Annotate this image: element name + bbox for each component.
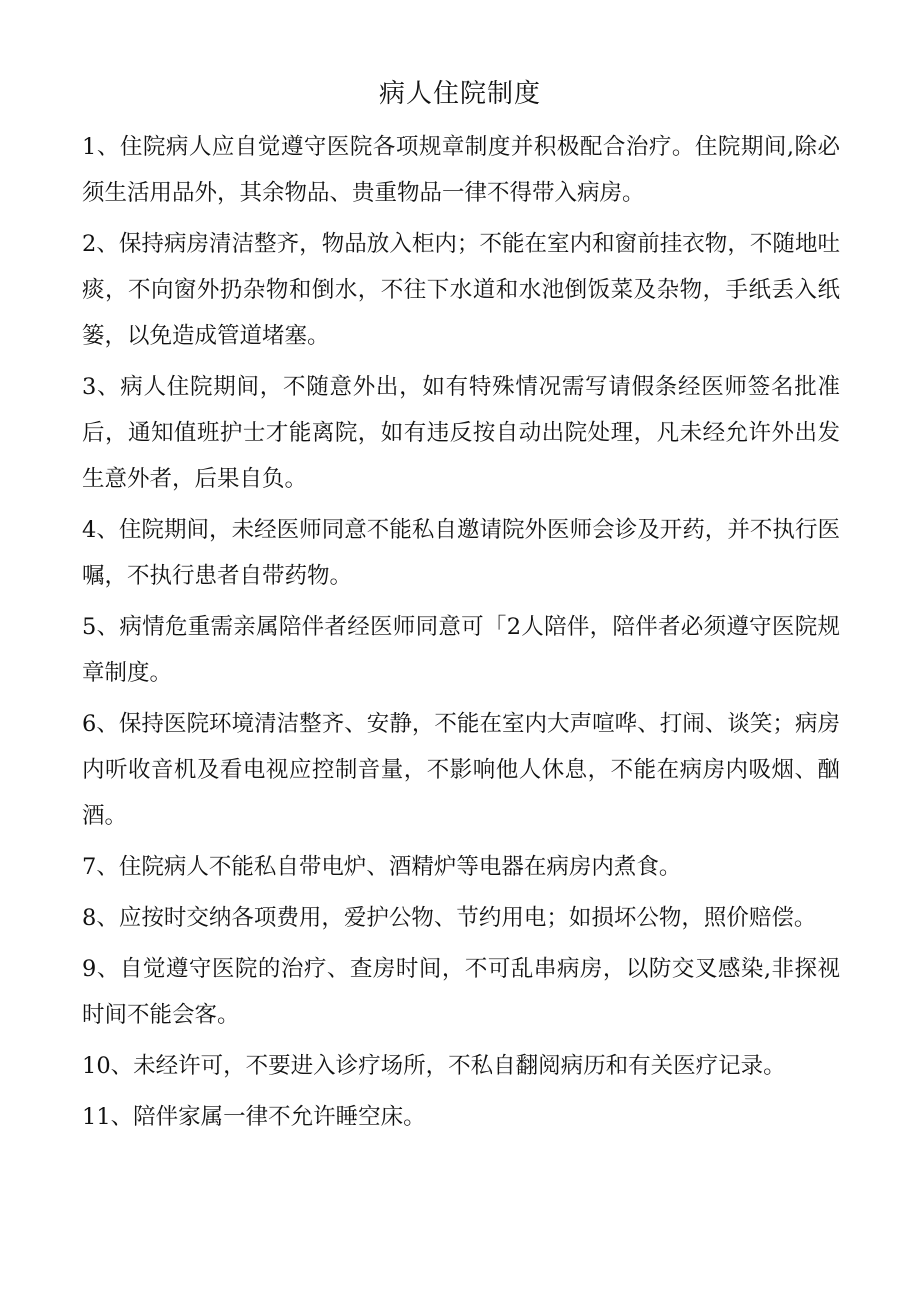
document-title: 病人住院制度: [378, 79, 541, 109]
rule-item: 8、应按时交纳各项费用，爱护公物、节约用电；如损坏公物，照价赔偿。: [82, 905, 817, 931]
rule-item: 7、住院病人不能私自带电炉、酒精炉等电器在病房内煮食。: [82, 854, 682, 880]
rule-item: 5、病情危重需亲属陪伴者经医师同意可「2人陪伴，陪伴者必须遵守医院规章制度。: [82, 614, 840, 686]
rule-item: 6、保持医院环境清洁整齐、安静，不能在室内大声喧哗、打闹、谈笑；病房内听收音机及看电视应控制音量，不影响他人休息，不能在病房内吸烟、酗酒。: [82, 711, 840, 829]
rule-item: 3、病人住院期间，不随意外出，如有特殊情况需写请假条经医师签名批准后，通知值班护士才能离院，如有违反按自动出院处理，凡未经允许外出发生意外者，后果自负。: [82, 374, 840, 492]
rule-item: 11、陪伴家属一律不允许睡空床。: [82, 1104, 426, 1130]
rule-item: 2、保持病房清洁整齐，物品放入柜内；不能在室内和窗前挂衣物，不随地吐痰，不向窗外扔杂物和倒水，不往下水道和水池倒饭菜及杂物，手纸丢入纸篓，以免造成管道堵塞。: [82, 231, 840, 349]
rule-item: 10、未经许可，不要进入诊疗场所，不私自翻阅病历和有关医疗记录。: [82, 1053, 786, 1079]
rule-item: 4、住院期间，未经医师同意不能私自邀请院外医师会诊及开药，并不执行医嘱，不执行患者自带药物。: [82, 517, 840, 589]
rule-item: 9、自觉遵守医院的治疗、查房时间，不可乱串病房，以防交叉感染,非探视时间不能会客。: [82, 956, 840, 1028]
rules-list: [82, 124, 840, 1145]
rule-item: 1、住院病人应自觉遵守医院各项规章制度并积极配合治疗。住院期间,除必须生活用品外，其余物品、贵重物品一律不得带入病房。: [82, 134, 840, 206]
